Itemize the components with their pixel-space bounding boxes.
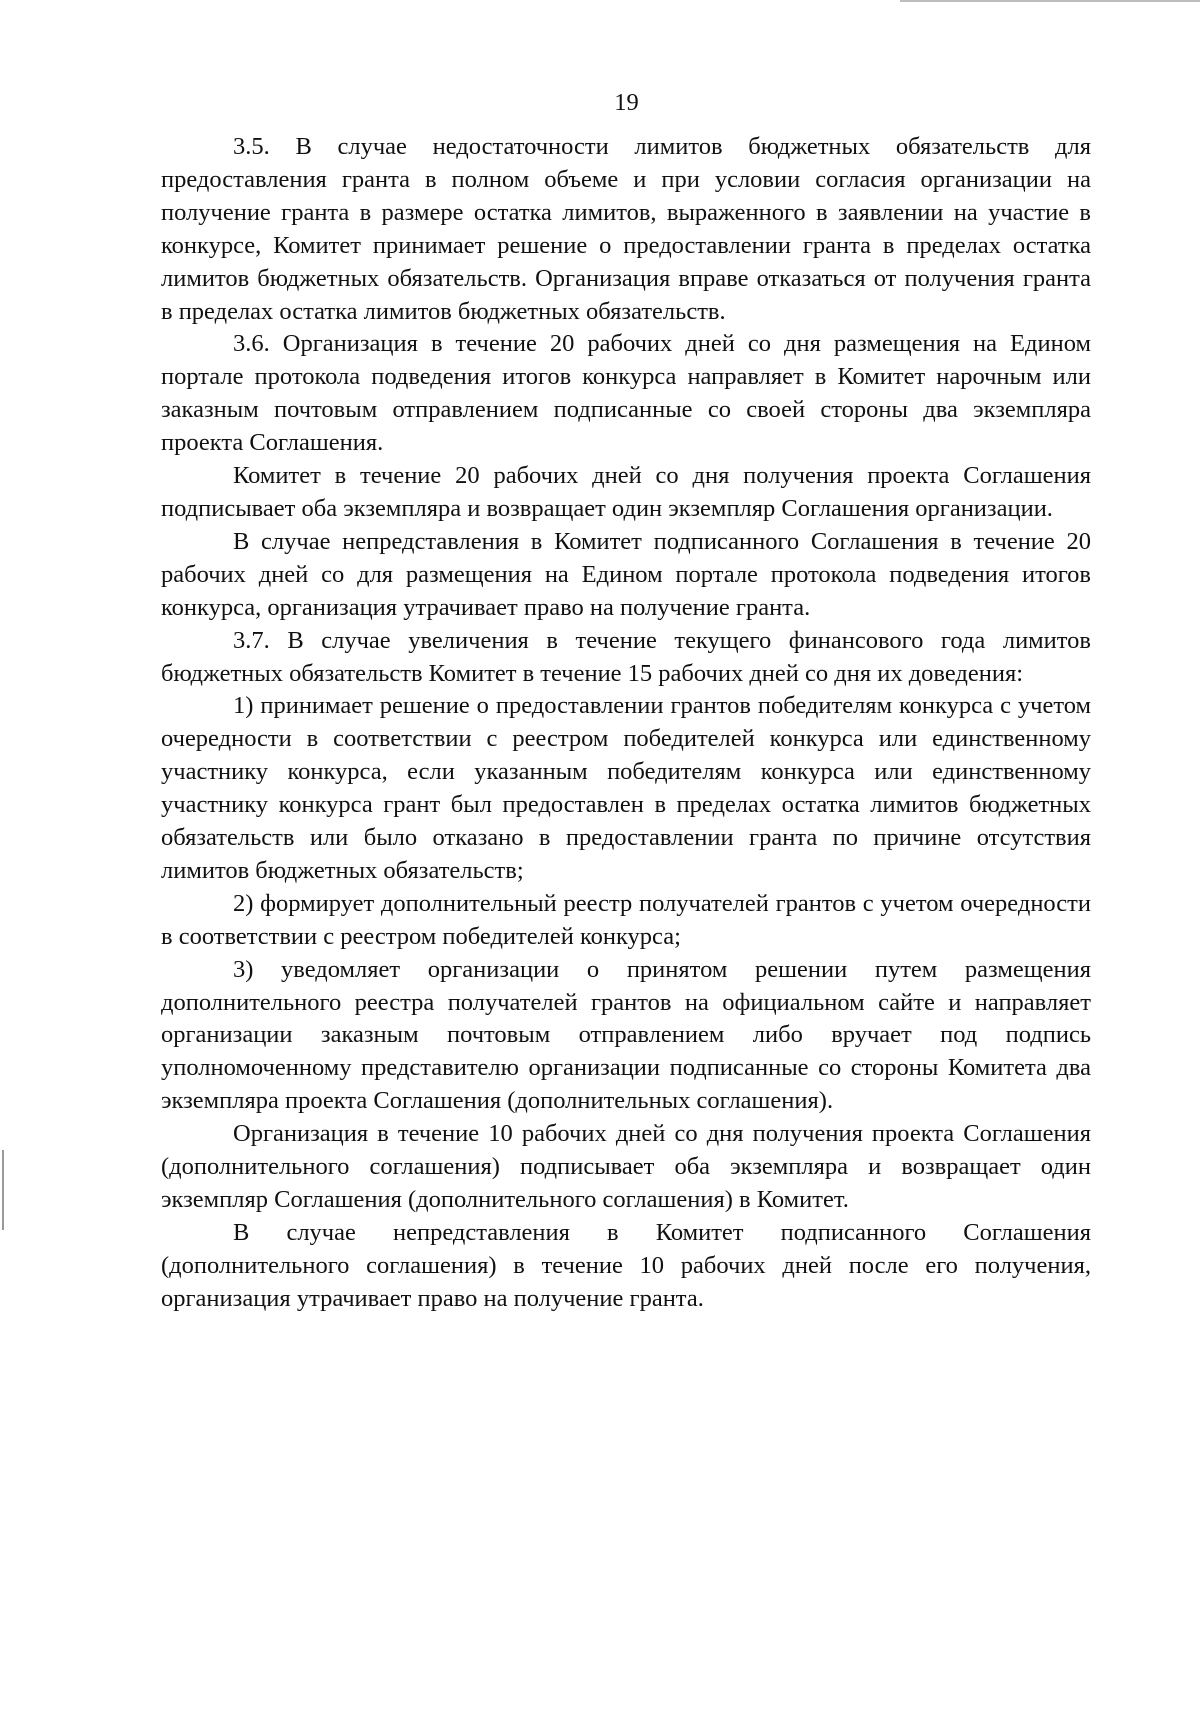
list-item-2: 2) формирует дополнительный реестр получателей грантов с учетом очередности в соответствии с реестром победителей конкурса; [161, 889, 1091, 950]
list-item-1: 1) принимает решение о предоставлении грантов победителям конкурса с учетом очередности в соответствии с реестром победителей конкурса или единственному участнику конкурса, если указанным победителям конкурса или единственному участнику конкурса грант был предоставлен в пределах остатка лимитов бюджетных обязательств или было отказано в предоставлении гранта по причине отсутствия лимитов бюджетных обязательств; [161, 692, 1091, 884]
page-number: 19 [614, 89, 639, 116]
document-body [161, 131, 1091, 1316]
paragraph-3-7: 3.7. В случае увеличения в течение текущего финансового года лимитов бюджетных обязательств Комитет в течение 15 рабочих дней со дня их доведения: [161, 626, 1091, 687]
list-item-3: 3) уведомляет организации о принятом решении путем размещения дополнительного реестра получателей грантов на официальном сайте и направляет организации заказным почтовым отправлением либо вручает под подпись уполномоченному представителю организации подписанные со стороны Комитета два экземпляра проекта Соглашения (дополнительных соглашения). [161, 955, 1091, 1115]
paragraph-final-non-submission: В случае непредставления в Комитет подписанного Соглашения (дополнительного соглашения) в течение 10 рабочих дней после его получения, организация утрачивает право на получение гранта. [161, 1218, 1091, 1312]
paragraph-non-submission: В случае непредставления в Комитет подписанного Соглашения в течение 20 рабочих дней со для размещения на Едином портале протокола подведения итогов конкурса, организация утрачивает право на получение гранта. [161, 527, 1091, 621]
paragraph-3-6: 3.6. Организация в течение 20 рабочих дней со дня размещения на Едином портале протокола подведения итогов конкурса направляет в Комитет нарочным или заказным почтовым отправлением подписанные со своей стороны два экземпляра проекта Соглашения. [161, 330, 1091, 457]
paragraph-organization-signs: Организация в течение 10 рабочих дней со дня получения проекта Соглашения (дополнительного соглашения) подписывает оба экземпляра и возвращает один экземпляр Соглашения (дополнительного соглашения) в Комитет. [161, 1120, 1091, 1213]
paragraph-committee-signs: Комитет в течение 20 рабочих дней со дня получения проекта Соглашения подписывает оба экземпляра и возвращает один экземпляр Соглашения организации. [161, 462, 1091, 522]
scan-edge-mark [2, 1150, 4, 1230]
paragraph-3-5: 3.5. В случае недостаточности лимитов бюджетных обязательств для предоставления гранта в полном объеме и при условии согласия организации на получение гранта в размере остатка лимитов, выраженного в заявлении на участие в конкурсе, Комитет принимает решение о предоставлении гранта в пределах остатка лимитов бюджетных обязательств. Организация вправе отказаться от получения гранта в пределах остатка лимитов бюджетных обязательств. [161, 133, 1091, 325]
scan-edge-mark [900, 0, 1200, 2]
